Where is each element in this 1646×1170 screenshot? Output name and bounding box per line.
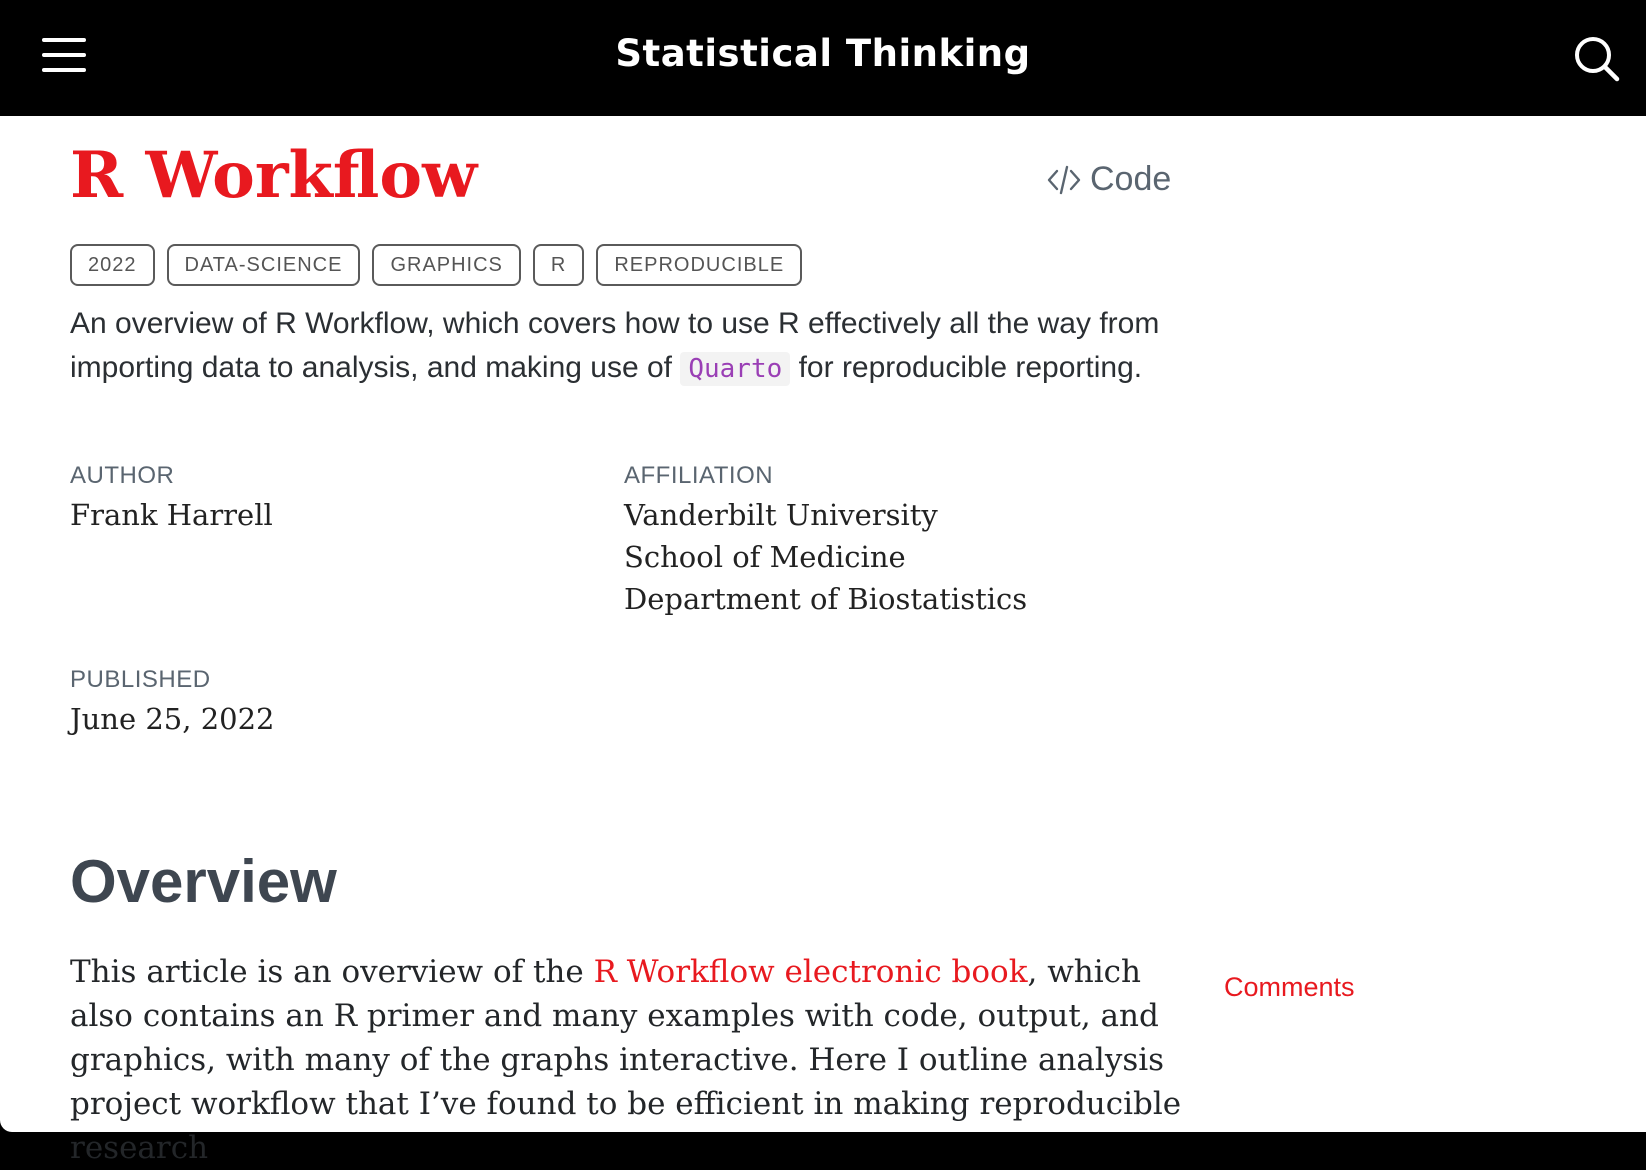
site-title[interactable]: Statistical Thinking [615,32,1031,75]
published-date: June 25, 2022 [70,702,275,736]
top-navbar [0,0,1646,116]
tag-data-science[interactable]: DATA-SCIENCE [167,244,361,286]
author-label: AUTHOR [70,462,175,489]
r-workflow-book-link[interactable]: R Workflow electronic book [593,954,1028,990]
affiliation-line: Vanderbilt University [624,498,938,532]
overview-heading: Overview [70,848,337,915]
tag-reproducible[interactable]: REPRODUCIBLE [596,244,802,286]
affiliation-line: School of Medicine [624,540,906,574]
comments-link[interactable]: Comments [1224,972,1355,1002]
author-name: Frank Harrell [70,498,273,532]
overview-paragraph [70,950,1190,1170]
page-title: R Workflow [70,138,478,213]
overview-text-rest: , which also contains an R primer and many examples with code, output, and graphics, with many of the graphs interactive. Here I outline analysis project workflow that I’ve found to be efficient in making reproducible research [70,954,1182,1166]
code-toggle-button[interactable] [1046,160,1171,199]
search-icon[interactable] [1572,34,1622,84]
tag-r[interactable]: R [533,244,584,286]
affiliation-label: AFFILIATION [624,462,774,489]
code-brackets-icon [1046,162,1082,198]
description-text: An overview of R Workflow, which covers how to use R effectively all the way from importing data to analysis, and making use of [70,307,1160,384]
description-text-end: for reproducible reporting. [790,351,1143,384]
tag-graphics[interactable]: GRAPHICS [372,244,520,286]
tag-2022[interactable]: 2022 [70,244,155,286]
overview-text: This article is an overview of the [70,954,594,990]
inline-code-quarto: Quarto [680,352,790,386]
published-label: PUBLISHED [70,666,211,693]
article-description [70,302,1180,391]
tag-list [70,244,802,286]
main-content [0,116,1646,1166]
affiliation-line: Department of Biostatistics [624,582,1028,616]
code-button-label: Code [1090,160,1172,198]
